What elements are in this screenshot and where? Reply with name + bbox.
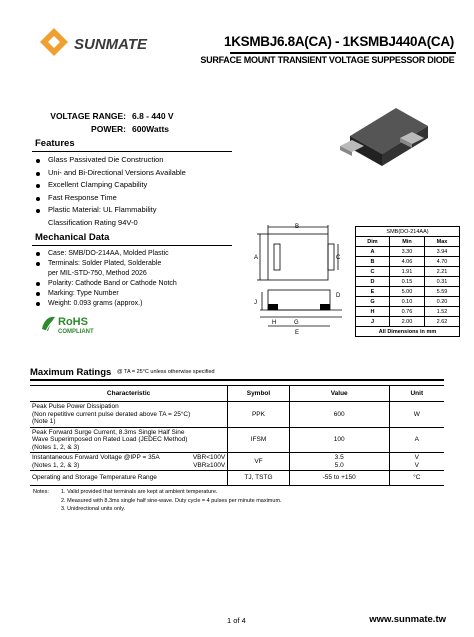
features-heading: Features	[35, 138, 75, 149]
column-header: Value	[289, 386, 389, 402]
mechanical-rule	[32, 245, 232, 246]
table-row: B 4.06 4.70	[356, 257, 460, 267]
rohs-compliant-text: COMPLIANT	[58, 329, 94, 335]
max-ratings-rule	[30, 379, 444, 381]
dim-label-a: A	[254, 255, 259, 261]
product-title: 1KSMBJ6.8A(CA) - 1KSMBJ440A(CA)	[224, 34, 454, 49]
table-row: H 0.76 1.52	[356, 307, 460, 317]
list-item: Glass Passivated Die Construction	[33, 154, 243, 167]
features-list	[33, 154, 243, 229]
dim-label-c: C	[336, 255, 341, 261]
table-row: Peak Pulse Power Dissipation (Non repetitive current pulse derated above TA = 25°C) (Note 1) PPK 600 W	[30, 402, 444, 428]
list-item: Fast Response Time	[33, 192, 243, 205]
bullet-icon	[36, 292, 40, 296]
column-header: Unit	[389, 386, 444, 402]
title-rule	[230, 52, 456, 54]
bullet-icon	[36, 262, 40, 266]
note-item: 1. Valid provided that terminals are kept at ambient temperature.	[61, 489, 218, 495]
brand-name: SUNMATE	[74, 36, 148, 53]
list-item: Case: SMB/DO-214AA, Molded Plastic	[33, 249, 243, 259]
dimensions-table	[355, 226, 460, 337]
max-ratings-table	[30, 385, 444, 486]
bullet-icon	[36, 209, 40, 213]
dim-label-e: E	[295, 330, 300, 336]
dim-label-g: G	[294, 320, 299, 326]
bullet-icon	[36, 282, 40, 286]
list-item: Weight: 0.093 grams (approx.)	[33, 299, 243, 309]
table-caption: SMB(DO-214AA)	[356, 227, 460, 237]
list-item: Marking: Type Number	[33, 289, 243, 299]
company-logo	[36, 22, 156, 62]
note-item: 2. Measured with 8.3ms single half sine-wave. Duty cycle = 4 pulses per minute maximum.	[61, 497, 282, 504]
list-item: Terminals: Solder Plated, Solderable	[33, 259, 243, 269]
column-header: Min	[389, 237, 424, 247]
website-link[interactable]: www.sunmate.tw	[369, 614, 446, 625]
list-item: Classification Rating 94V-0	[48, 217, 138, 227]
max-ratings-heading: Maximum Ratings	[30, 367, 112, 378]
rohs-logo	[40, 313, 110, 335]
rohs-text: RoHS	[58, 316, 88, 328]
table-row: E 5.00 5.59	[356, 287, 460, 297]
bullet-icon	[36, 302, 40, 306]
list-item: Uni- and Bi-Directional Versions Available	[33, 167, 243, 180]
column-header: Max	[424, 237, 459, 247]
bullet-icon	[36, 252, 40, 256]
dim-label-h: H	[272, 320, 277, 326]
column-header: Dim	[356, 237, 390, 247]
list-item: Excellent Clamping Capability	[33, 179, 243, 192]
table-row: G 0.10 0.20	[356, 297, 460, 307]
note-item: 3. Unidrectional units only.	[61, 506, 126, 512]
table-row: C 1.91 2.21	[356, 267, 460, 277]
bullet-icon	[36, 172, 40, 176]
mechanical-list	[33, 249, 243, 309]
list-item: Polarity: Cathode Band or Cathode Notch	[33, 279, 243, 289]
list-item: per MIL-STD-750, Method 2026	[48, 270, 147, 277]
power-row	[38, 124, 169, 134]
features-rule	[32, 151, 232, 152]
list-item: Plastic Material: UL Flammability	[33, 204, 243, 217]
max-ratings-condition: @ TA = 25°C unless otherwise specified	[117, 369, 215, 375]
column-header: Symbol	[228, 386, 290, 402]
power-value: 600Watts	[132, 124, 170, 134]
table-row: A 3.30 3.94	[356, 247, 460, 257]
table-row: Instantaneous Forward Voltage @IPP = 35A VBR<100V (Notes 1, 2, & 3) VBR≥100V VF 3.5 5.0 V V	[30, 453, 444, 471]
table-row: D 0.15 0.31	[356, 277, 460, 287]
package-photo	[338, 104, 432, 174]
notes-label: Notes:	[33, 489, 49, 495]
bullet-icon	[36, 197, 40, 201]
voltage-label: VOLTAGE RANGE:	[50, 111, 126, 121]
column-header: Characteristic	[30, 386, 228, 402]
mechanical-heading: Mechanical Data	[35, 232, 110, 243]
product-subtitle: SURFACE MOUNT TRANSIENT VOLTAGE SUPPESSOR DIODE	[199, 55, 454, 66]
dim-label-b: B	[295, 224, 300, 230]
voltage-value: 6.8 - 440 V	[132, 111, 174, 121]
dim-label-d: D	[336, 293, 341, 299]
package-outline-drawing	[250, 222, 350, 340]
voltage-range-row	[38, 111, 174, 121]
table-row: J 2.00 2.62	[356, 317, 460, 327]
table-row: Operating and Storage Temperature Range TJ, TSTG -55 to +150 °C	[30, 471, 444, 486]
table-footer: All Dimensions in mm	[356, 327, 460, 337]
dim-label-j: J	[254, 300, 257, 306]
bullet-icon	[36, 184, 40, 188]
bullet-icon	[36, 159, 40, 163]
power-label: POWER:	[91, 124, 126, 134]
notes-section	[33, 488, 282, 514]
page-number: 1 of 4	[227, 616, 246, 625]
table-row: Peak Forward Surge Current, 8.3ms Single Half Sine Wave Superimposed on Rated Load (JEDEC Method) (Notes 1, 2, & 3) IFSM 100 A	[30, 427, 444, 453]
